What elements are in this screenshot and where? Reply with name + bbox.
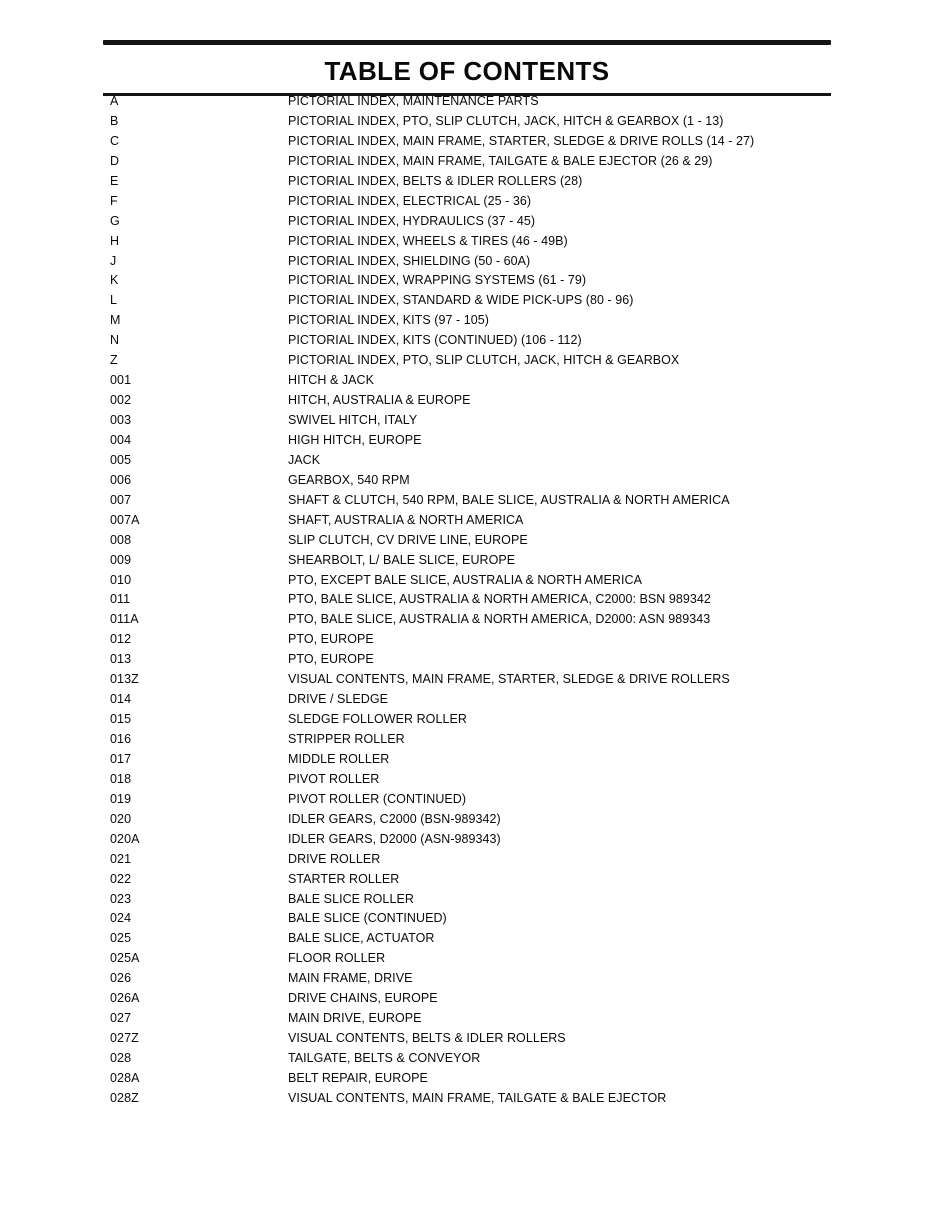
toc-entry-code: A xyxy=(110,94,119,108)
toc-entry-description: PICTORIAL INDEX, SHIELDING (50 - 60A) xyxy=(288,253,531,268)
table-row[interactable] xyxy=(0,371,935,391)
toc-entry-code: 020 xyxy=(110,811,132,826)
toc-entry-description: PICTORIAL INDEX, BELTS & IDLER ROLLERS (28) xyxy=(288,173,583,188)
table-row[interactable] xyxy=(0,411,935,431)
table-row[interactable] xyxy=(0,929,935,949)
toc-entry-code: 022 xyxy=(110,871,132,886)
toc-entry-description: IDLER GEARS, C2000 (BSN-989342) xyxy=(288,811,501,826)
toc-entry-description: SHAFT & CLUTCH, 540 RPM, BALE SLICE, AUSTRALIA & NORTH AMERICA xyxy=(288,492,730,507)
table-row[interactable] xyxy=(0,989,935,1009)
toc-entry-description: IDLER GEARS, D2000 (ASN-989343) xyxy=(288,831,501,846)
toc-entry-code: 028Z xyxy=(110,1090,139,1105)
toc-entry-code: 028A xyxy=(110,1070,140,1085)
toc-entry-code: J xyxy=(110,253,117,268)
toc-entry-description: PICTORIAL INDEX, MAIN FRAME, TAILGATE & BALE EJECTOR (26 & 29) xyxy=(288,153,713,168)
toc-entry-description: MAIN DRIVE, EUROPE xyxy=(288,1011,422,1026)
toc-entry-description: PICTORIAL INDEX, ELECTRICAL (25 - 36) xyxy=(288,193,532,208)
table-row[interactable] xyxy=(0,531,935,551)
toc-entry-description: PTO, BALE SLICE, AUSTRALIA & NORTH AMERICA, C2000: BSN 989342 xyxy=(288,592,711,607)
table-row[interactable] xyxy=(0,172,935,192)
toc-entry-code: Z xyxy=(110,353,118,368)
toc-entry-code: 013Z xyxy=(110,672,139,687)
header-top-rule xyxy=(103,40,831,45)
table-row[interactable] xyxy=(0,152,935,172)
toc-entry-code: 009 xyxy=(110,552,132,567)
toc-entry-description: PICTORIAL INDEX, HYDRAULICS (37 - 45) xyxy=(288,213,536,228)
table-row[interactable] xyxy=(0,311,935,331)
toc-entry-description: PTO, EUROPE xyxy=(288,652,374,667)
toc-entry-code: C xyxy=(110,133,120,148)
table-row[interactable] xyxy=(0,351,935,371)
toc-entry-code: G xyxy=(110,213,120,228)
toc-entry-description: MAIN FRAME, DRIVE xyxy=(288,971,413,986)
table-row[interactable] xyxy=(0,810,935,830)
table-row[interactable] xyxy=(0,551,935,571)
toc-entry-description: PICTORIAL INDEX, MAIN FRAME, STARTER, SLEDGE & DRIVE ROLLS (14 - 27) xyxy=(288,133,755,148)
toc-entry-code: 015 xyxy=(110,712,132,727)
toc-entry-code: 006 xyxy=(110,472,132,487)
table-row[interactable] xyxy=(0,391,935,411)
table-row[interactable] xyxy=(0,252,935,272)
toc-entry-code: 011 xyxy=(110,592,131,607)
toc-entry-code: 026 xyxy=(110,971,132,986)
toc-entry-description: PTO, EXCEPT BALE SLICE, AUSTRALIA & NORTH AMERICA xyxy=(288,572,642,587)
toc-entry-description: BALE SLICE ROLLER xyxy=(288,891,414,906)
toc-entry-description: PTO, BALE SLICE, AUSTRALIA & NORTH AMERICA, D2000: ASN 989343 xyxy=(288,612,711,627)
toc-entry-description: SHEARBOLT, L/ BALE SLICE, EUROPE xyxy=(288,552,516,567)
page-title: TABLE OF CONTENTS xyxy=(324,56,610,86)
toc-entry-code: 011A xyxy=(110,612,139,627)
toc-entry-code: 004 xyxy=(110,432,132,447)
table-row[interactable] xyxy=(0,790,935,810)
table-row[interactable] xyxy=(0,610,935,630)
table-row[interactable] xyxy=(0,451,935,471)
toc-entry-code: 016 xyxy=(110,732,132,746)
table-row[interactable] xyxy=(0,571,935,591)
toc-entry-code: 019 xyxy=(110,791,132,806)
table-of-contents-list xyxy=(0,92,935,1109)
toc-entry-description: BALE SLICE, ACTUATOR xyxy=(288,931,435,946)
toc-entry-description: BELT REPAIR, EUROPE xyxy=(288,1070,428,1085)
toc-entry-code: 021 xyxy=(110,851,132,866)
toc-entry-description: PICTORIAL INDEX, PTO, SLIP CLUTCH, JACK, HITCH & GEARBOX xyxy=(288,353,680,368)
toc-entry-description: PICTORIAL INDEX, STANDARD & WIDE PICK-UPS (80 - 96) xyxy=(288,293,634,308)
toc-entry-description: PICTORIAL INDEX, KITS (CONTINUED) (106 - 112) xyxy=(288,333,582,348)
table-row[interactable] xyxy=(0,1009,935,1029)
toc-entry-description: SLEDGE FOLLOWER ROLLER xyxy=(288,712,467,727)
toc-entry-code: 002 xyxy=(110,393,132,408)
table-row[interactable] xyxy=(0,291,935,311)
toc-entry-code: 026A xyxy=(110,991,140,1006)
toc-entry-code: 012 xyxy=(110,632,132,647)
toc-entry-description: DRIVE CHAINS, EUROPE xyxy=(288,991,438,1006)
toc-entry-description: DRIVE ROLLER xyxy=(288,851,381,866)
table-row[interactable] xyxy=(0,92,935,112)
table-row[interactable] xyxy=(0,630,935,650)
table-row[interactable] xyxy=(0,670,935,690)
table-row[interactable] xyxy=(0,331,935,351)
toc-entry-code: 028 xyxy=(110,1051,132,1065)
toc-entry-description: SWIVEL HITCH, ITALY xyxy=(288,413,418,427)
toc-entry-description: HIGH HITCH, EUROPE xyxy=(288,432,422,447)
toc-entry-code: 007 xyxy=(110,492,132,507)
toc-entry-description: TAILGATE, BELTS & CONVEYOR xyxy=(288,1051,481,1065)
toc-entry-code: F xyxy=(110,193,118,208)
toc-entry-code: N xyxy=(110,333,120,348)
toc-entry-code: 008 xyxy=(110,532,132,547)
toc-entry-code: 024 xyxy=(110,911,132,926)
toc-entry-code: 025 xyxy=(110,931,132,946)
toc-entry-code: 023 xyxy=(110,891,132,906)
toc-entry-description: MIDDLE ROLLER xyxy=(288,751,390,766)
toc-entry-description: SHAFT, AUSTRALIA & NORTH AMERICA xyxy=(288,512,524,527)
toc-entry-code: 003 xyxy=(110,413,132,427)
toc-entry-description: VISUAL CONTENTS, MAIN FRAME, TAILGATE & BALE EJECTOR xyxy=(288,1090,667,1105)
table-row[interactable] xyxy=(0,710,935,730)
toc-entry-code: M xyxy=(110,313,121,328)
table-row[interactable] xyxy=(0,730,935,750)
toc-entry-code: 001 xyxy=(110,373,132,388)
toc-entry-code: K xyxy=(110,273,119,288)
table-row[interactable] xyxy=(0,192,935,212)
toc-entry-description: PICTORIAL INDEX, PTO, SLIP CLUTCH, JACK, HITCH & GEARBOX (1 - 13) xyxy=(288,113,724,128)
toc-entry-description: STRIPPER ROLLER xyxy=(288,732,405,746)
toc-entry-code: 013 xyxy=(110,652,132,667)
table-row[interactable] xyxy=(0,112,935,132)
toc-entry-description: HITCH & JACK xyxy=(288,373,375,388)
toc-entry-code: 027 xyxy=(110,1011,132,1026)
toc-entry-description: VISUAL CONTENTS, BELTS & IDLER ROLLERS xyxy=(288,1031,566,1046)
table-row[interactable] xyxy=(0,949,935,969)
toc-entry-code: D xyxy=(110,153,120,168)
table-row[interactable] xyxy=(0,690,935,710)
table-row[interactable] xyxy=(0,830,935,850)
toc-entry-description: FLOOR ROLLER xyxy=(288,951,386,966)
toc-entry-description: PICTORIAL INDEX, MAINTENANCE PARTS xyxy=(288,94,539,108)
toc-entry-description: PICTORIAL INDEX, KITS (97 - 105) xyxy=(288,313,489,328)
table-row[interactable] xyxy=(0,909,935,929)
toc-entry-code: H xyxy=(110,233,120,248)
toc-entry-description: PTO, EUROPE xyxy=(288,632,374,647)
table-row[interactable] xyxy=(0,870,935,890)
table-row[interactable] xyxy=(0,770,935,790)
table-row[interactable] xyxy=(0,491,935,511)
table-row[interactable] xyxy=(0,1029,935,1049)
toc-entry-code: 020A xyxy=(110,831,140,846)
toc-entry-code: 014 xyxy=(110,692,132,707)
table-row[interactable] xyxy=(0,431,935,451)
document-header xyxy=(103,40,831,96)
table-row[interactable] xyxy=(0,1069,935,1089)
table-row[interactable] xyxy=(0,850,935,870)
toc-entry-code: 005 xyxy=(110,452,132,467)
toc-entry-description: GEARBOX, 540 RPM xyxy=(288,472,410,487)
toc-entry-code: 027Z xyxy=(110,1031,139,1046)
toc-entry-code: 007A xyxy=(110,512,140,527)
table-row[interactable] xyxy=(0,590,935,610)
table-row[interactable] xyxy=(0,650,935,670)
toc-entry-code: 025A xyxy=(110,951,140,966)
toc-entry-code: 017 xyxy=(110,751,132,766)
toc-entry-description: STARTER ROLLER xyxy=(288,871,400,886)
toc-entry-description: SLIP CLUTCH, CV DRIVE LINE, EUROPE xyxy=(288,532,528,547)
toc-entry-description: PICTORIAL INDEX, WRAPPING SYSTEMS (61 - 79) xyxy=(288,273,587,288)
toc-entry-code: 010 xyxy=(110,572,132,587)
table-row[interactable] xyxy=(0,271,935,291)
toc-entry-description: DRIVE / SLEDGE xyxy=(288,692,389,707)
table-row[interactable] xyxy=(0,890,935,910)
toc-entry-code: 018 xyxy=(110,771,132,786)
table-row[interactable] xyxy=(0,750,935,770)
toc-entry-description: VISUAL CONTENTS, MAIN FRAME, STARTER, SLEDGE & DRIVE ROLLERS xyxy=(288,672,730,687)
toc-entry-description: PICTORIAL INDEX, WHEELS & TIRES (46 - 49B) xyxy=(288,233,568,248)
toc-entry-description: PIVOT ROLLER xyxy=(288,771,380,786)
table-row[interactable] xyxy=(0,212,935,232)
toc-entry-description: HITCH, AUSTRALIA & EUROPE xyxy=(288,393,471,408)
table-row[interactable] xyxy=(0,1049,935,1069)
table-row[interactable] xyxy=(0,471,935,491)
toc-entry-code: L xyxy=(110,293,118,308)
table-row[interactable] xyxy=(0,1089,935,1109)
toc-entry-description: PIVOT ROLLER (CONTINUED) xyxy=(288,791,467,806)
table-row[interactable] xyxy=(0,232,935,252)
table-row[interactable] xyxy=(0,969,935,989)
toc-entry-code: E xyxy=(110,173,119,188)
toc-entry-code: B xyxy=(110,113,119,128)
toc-entry-description: BALE SLICE (CONTINUED) xyxy=(288,911,447,926)
table-row[interactable] xyxy=(0,511,935,531)
table-row[interactable] xyxy=(0,132,935,152)
toc-entry-description: JACK xyxy=(288,452,321,467)
